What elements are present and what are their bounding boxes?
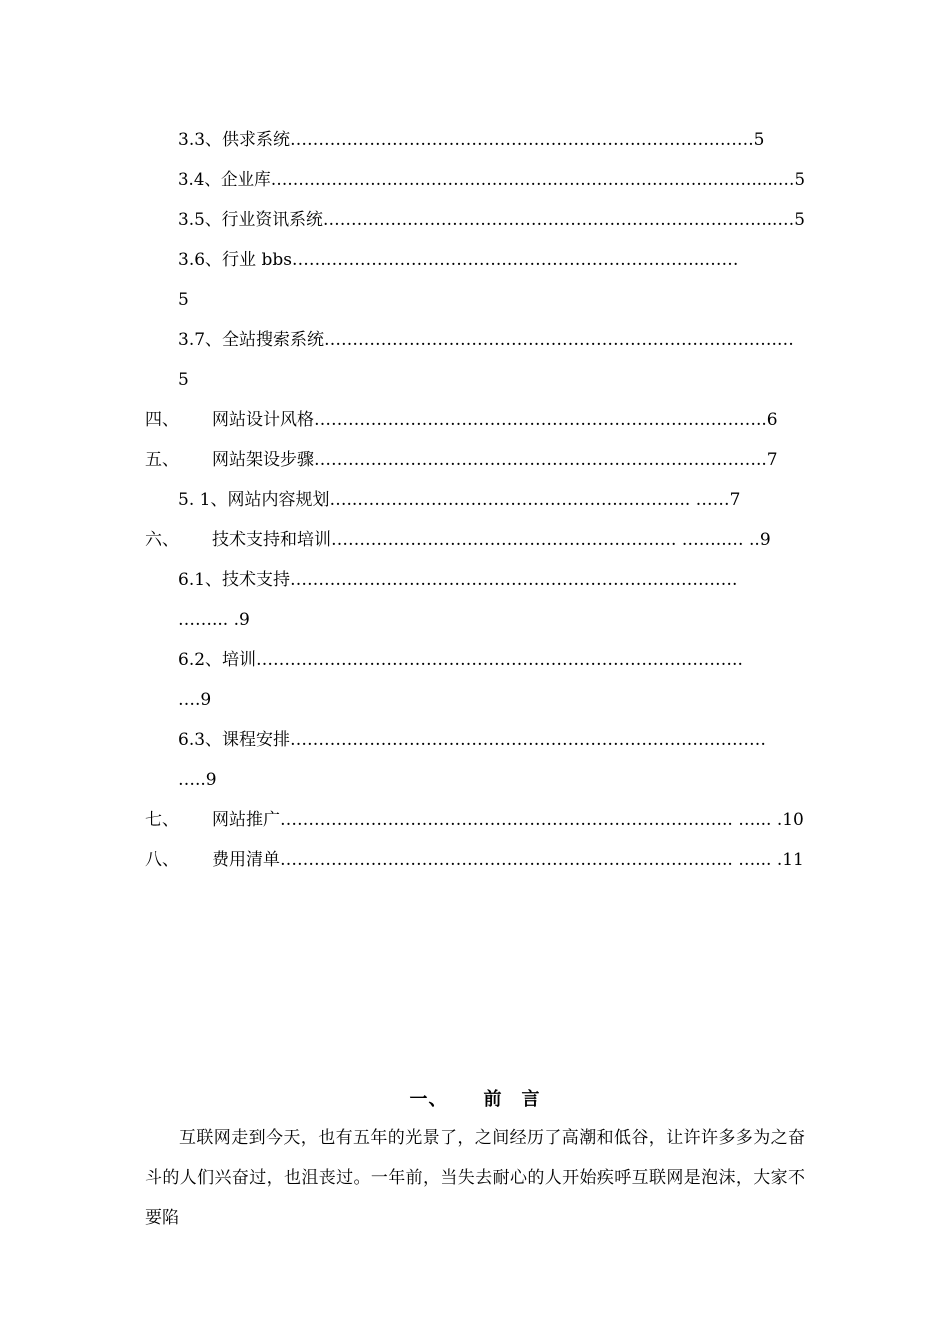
toc-entry-5[interactable]	[145, 449, 778, 471]
preface-heading-number: 一、	[409, 1089, 448, 1110]
toc-entry-5-1[interactable]: 5. 1、网站内容规划…..………………………………………...……….. ……7	[178, 490, 741, 510]
toc-section-title: 网站推广…………………………………………………………………….. …... .10	[212, 810, 804, 830]
toc-section-title: 技术支持和培训……………………………………………………. ……..… ..9	[212, 530, 771, 550]
toc-entry-6-2-page[interactable]: ….9	[178, 690, 212, 710]
toc-entry-7[interactable]	[145, 809, 804, 831]
toc-section-title: 网站设计风格……………………………………………………………………..6	[212, 410, 778, 430]
toc-entry-3-7-page[interactable]: 5	[178, 370, 189, 390]
toc-entry-3-5[interactable]: 3.5、行业资讯系统……………………………………………………………………...…5	[178, 210, 806, 230]
toc-entry-3-3[interactable]: 3.3、供求系统……………………………………………………..………….…….5	[178, 130, 765, 150]
toc-entry-6-1[interactable]: 6.1、技术支持…………………………………………………………………….	[178, 570, 738, 590]
preface-paragraph: 互联网走到今天，也有五年的光景了，之间经历了高潮和低谷，让许许多多为之奋斗的人们兴奋过，也沮丧过。一年前，当失去耐心的人开始疾呼互联网是泡沫，大家不要陷	[145, 1128, 805, 1228]
toc-section-title: 网站架设步骤……………………………………………………………………..7	[212, 450, 778, 470]
preface-heading	[0, 1085, 950, 1111]
toc-section-number: 六、	[145, 530, 179, 550]
toc-section-title: 费用清单…………………………………………………………………….. …... .11	[212, 850, 804, 870]
toc-entry-3-7[interactable]: 3.7、全站搜索系统………………………………………………………………….….…	[178, 330, 794, 350]
toc-entry-3-6[interactable]: 3.6、行业 bbs………………………………..……………………………..……	[178, 250, 739, 270]
toc-entry-6-2[interactable]: 6.2、培训…………………………………………………………………………..	[178, 650, 743, 670]
toc-entry-3-6-page[interactable]: 5	[178, 290, 189, 310]
toc-section-number: 八、	[145, 850, 179, 870]
toc-section-number: 四、	[145, 410, 179, 430]
toc-entry-3-4[interactable]: 3.4、企业库…………………………………………………………………………….....…5	[178, 170, 805, 190]
preface-heading-title: 前 言	[483, 1089, 541, 1110]
toc-entry-6-3-page[interactable]: …..9	[178, 770, 217, 790]
toc-section-number: 七、	[145, 810, 179, 830]
toc-entry-4[interactable]	[145, 409, 778, 431]
toc-entry-6[interactable]	[145, 529, 771, 551]
toc-entry-6-1-page[interactable]: ……... .9	[178, 610, 250, 630]
toc-entry-6-3[interactable]: 6.3、课程安排…………………………………………………………………………	[178, 730, 767, 750]
toc-entry-8[interactable]	[145, 849, 804, 871]
toc-section-number: 五、	[145, 450, 179, 470]
